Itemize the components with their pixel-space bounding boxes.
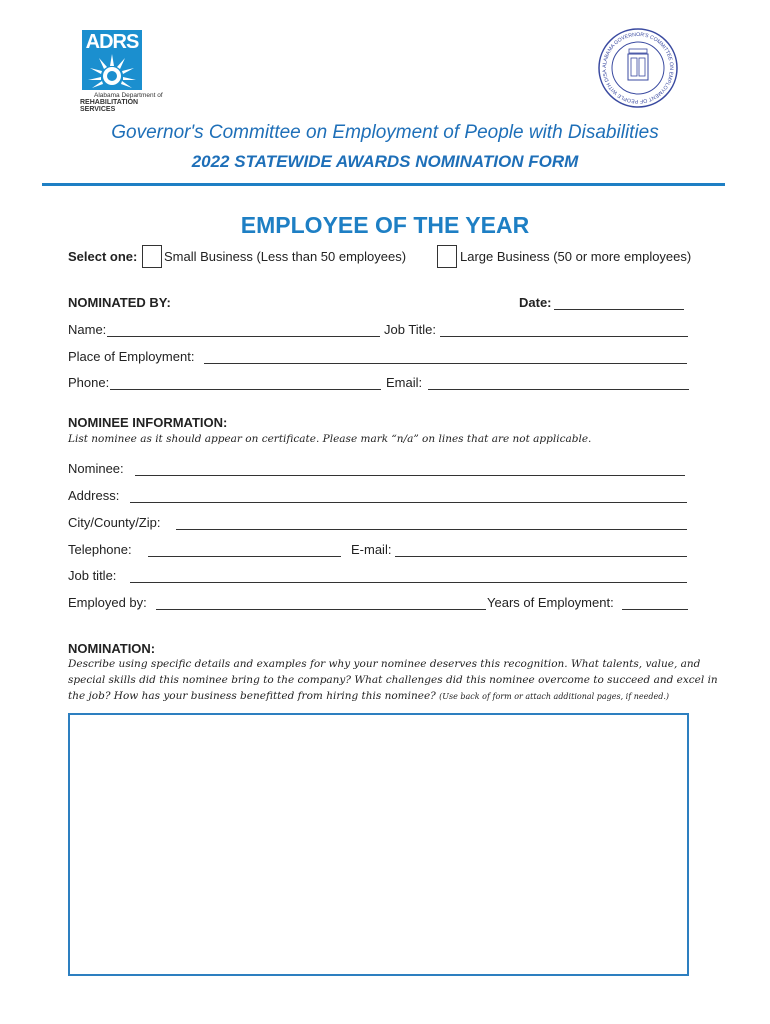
nominee-telephone-field[interactable] <box>148 556 341 557</box>
adrs-logo-mark <box>82 30 142 90</box>
nominated-by-heading: NOMINATED BY: <box>68 295 171 310</box>
nomination-instructions-line1: Describe using specific details and examples for why your nominee deserves this recognition. What talents, value, and <box>68 658 701 670</box>
years-of-employment-label: Years of Employment: <box>487 595 614 610</box>
small-business-label: Small Business (Less than 50 employees) <box>164 249 407 264</box>
nomination-instructions-note: (Use back of form or attach additional pages, if needed.) <box>439 692 669 701</box>
nominator-job-title-field[interactable] <box>440 336 688 337</box>
large-business-checkbox[interactable] <box>437 245 457 268</box>
sun-icon <box>82 30 142 90</box>
svg-text:ALABAMA GOVERNOR'S COMMITTEE O: ALABAMA GOVERNOR'S COMMITTEE ON EMPLOYMENT OF PEOPLE WITH DISA <box>601 31 675 105</box>
employed-by-label: Employed by: <box>68 595 147 610</box>
nominator-name-field[interactable] <box>107 336 380 337</box>
nominator-job-title-label: Job Title: <box>384 322 437 337</box>
nominee-instructions: List nominee as it should appear on certificate. Please mark “n/a” on lines that are not applicable. <box>68 433 592 445</box>
nominee-telephone-label: Telephone: <box>68 542 132 557</box>
nomination-instructions-line3: the job? How has your business benefitted from hiring this nominee? (Use back of form or attach additional pages, if needed.) <box>68 690 669 702</box>
nominee-field[interactable] <box>135 475 685 476</box>
nominator-email-field[interactable] <box>428 389 689 390</box>
committee-title: Governor's Committee on Employment of People with Disabilities <box>111 122 659 143</box>
select-one-label: Select one: <box>68 249 138 264</box>
nominee-email-field[interactable] <box>395 556 687 557</box>
city-county-zip-label: City/County/Zip: <box>68 515 161 530</box>
nomination-text-box[interactable] <box>68 713 689 976</box>
small-business-checkbox[interactable] <box>142 245 162 268</box>
place-of-employment-label: Place of Employment: <box>68 349 195 364</box>
adrs-logo-text: ADRS <box>85 31 139 53</box>
form-title: 2022 STATEWIDE AWARDS NOMINATION FORM <box>191 152 579 171</box>
nominator-name-label: Name: <box>68 322 107 337</box>
address-field[interactable] <box>130 502 687 503</box>
city-county-zip-field[interactable] <box>176 529 687 530</box>
nominee-information-heading: NOMINEE INFORMATION: <box>68 415 228 430</box>
job-title-field[interactable] <box>130 582 687 583</box>
employed-by-field[interactable] <box>156 609 486 610</box>
nominee-email-label: E-mail: <box>351 542 392 557</box>
nominator-phone-field[interactable] <box>110 389 381 390</box>
adrs-logo <box>80 30 164 112</box>
governors-committee-seal <box>597 27 679 109</box>
place-of-employment-field[interactable] <box>204 363 687 364</box>
header-divider <box>42 183 725 186</box>
nomination-instructions-line2: special skills did this nominee bring to the company? What challenges did this nominee overcome to succeed and excel in <box>68 674 718 686</box>
date-field[interactable] <box>554 309 684 310</box>
nominee-label: Nominee: <box>68 461 124 476</box>
award-title: EMPLOYEE OF THE YEAR <box>240 212 530 238</box>
date-label: Date: <box>519 295 552 310</box>
large-business-label: Large Business (50 or more employees) <box>460 249 692 264</box>
job-title-label: Job title: <box>68 568 117 583</box>
nominator-email-label: Email: <box>386 375 423 390</box>
nomination-heading: NOMINATION: <box>68 641 156 656</box>
adrs-logo-subtitle: Alabama Department of REHABILITATION SERVICES <box>80 92 163 113</box>
address-label: Address: <box>68 488 120 503</box>
years-of-employment-field[interactable] <box>622 609 688 610</box>
nominator-phone-label: Phone: <box>68 375 110 390</box>
